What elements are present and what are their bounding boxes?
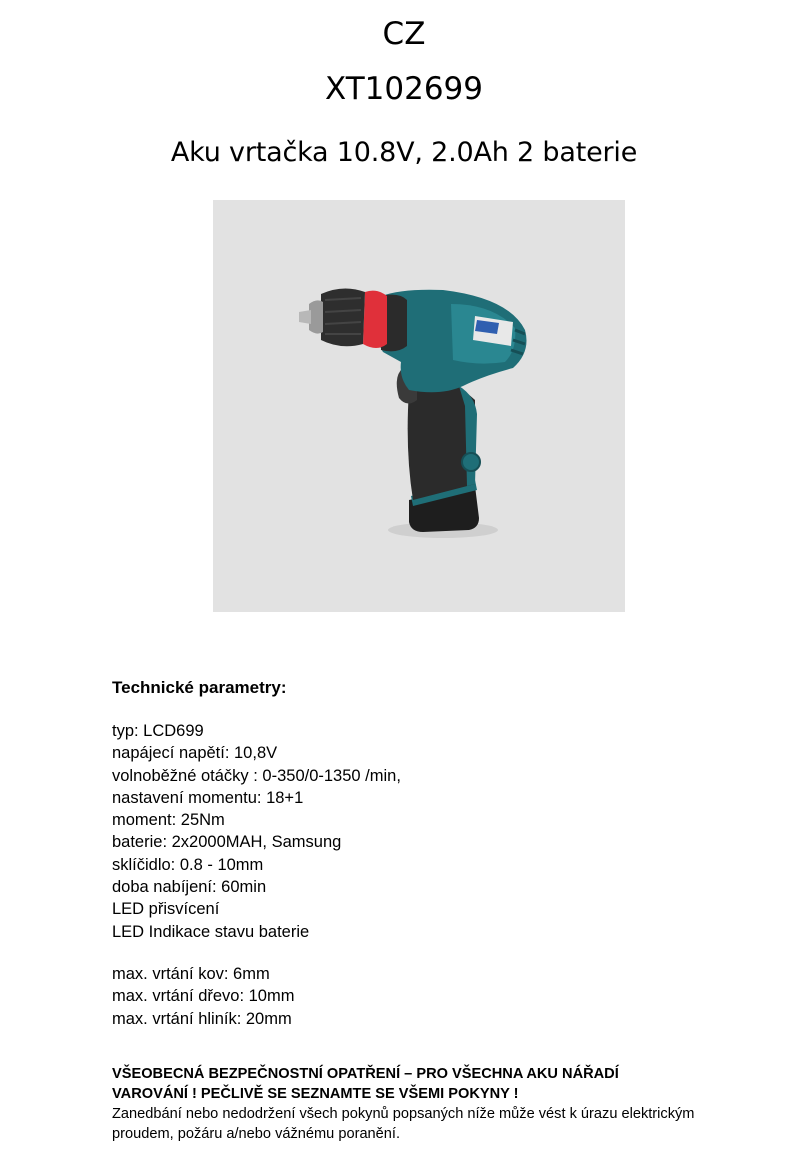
spec-item: doba nabíjení: 60min xyxy=(112,878,267,897)
spec-item: nastavení momentu: 18+1 xyxy=(112,788,304,807)
safety-heading-line1: VŠEOBECNÁ BEZPEČNOSTNÍ OPATŘENÍ – PRO VŠECHNA AKU NÁŘADÍ xyxy=(112,1066,619,1082)
safety-heading-line2: VAROVÁNÍ ! PEČLIVĚ SE SEZNAMTE SE VŠEMI POKYNY ! xyxy=(112,1086,519,1102)
spec-item: LED přisvícení xyxy=(112,900,220,919)
spec-item: max. vrtání hliník: 20mm xyxy=(112,1009,292,1028)
spec-item: baterie: 2x2000MAH, Samsung xyxy=(112,833,342,852)
spec-list xyxy=(112,720,401,943)
spec-item: volnoběžné otáčky : 0-350/0-1350 /min, xyxy=(112,766,401,785)
spec-item: typ: LCD699 xyxy=(112,722,204,740)
product-code: XT102699 xyxy=(325,71,483,107)
drilling-capacity-list xyxy=(112,963,294,1030)
language-code: CZ xyxy=(382,16,426,52)
product-photo xyxy=(213,200,625,612)
safety-heading xyxy=(112,1064,732,1104)
cordless-drill-photo xyxy=(213,200,625,612)
spec-item: napájecí napětí: 10,8V xyxy=(112,744,278,763)
spec-item: max. vrtání dřevo: 10mm xyxy=(112,987,295,1006)
spec-item: LED Indikace stavu baterie xyxy=(112,922,310,941)
safety-body: Zanedbání nebo nedodržení všech pokynů popsaných níže může vést k úrazu elektrickým proudem, požáru a/nebo vážnému poranění. xyxy=(112,1106,695,1142)
product-title: Aku vrtačka 10.8V, 2.0Ah 2 baterie xyxy=(170,137,638,168)
spec-item: max. vrtání kov: 6mm xyxy=(112,965,270,983)
spec-item: moment: 25Nm xyxy=(112,811,225,830)
spec-item: sklíčidlo: 0.8 - 10mm xyxy=(112,855,264,874)
spec-heading: Technické parametry: xyxy=(112,678,287,697)
